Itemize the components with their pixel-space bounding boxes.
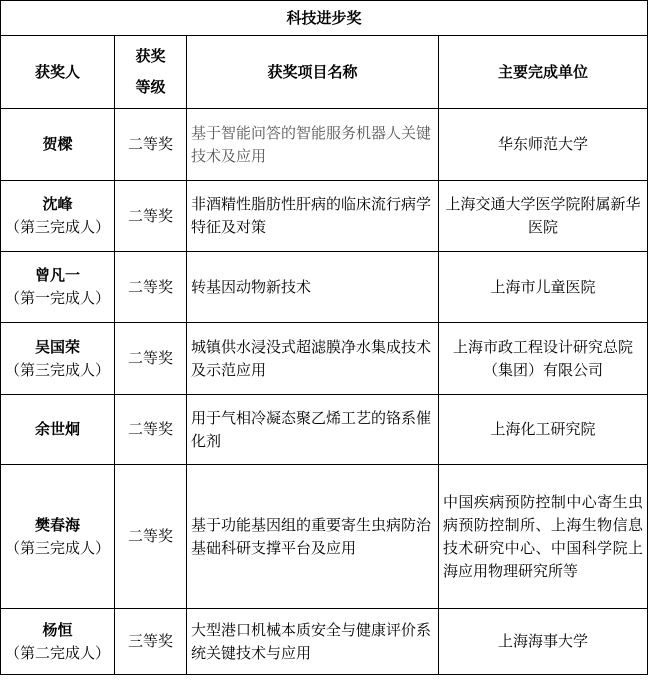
unit-cell: 上海市儿童医院	[439, 252, 648, 323]
level-cell: 二等奖	[115, 465, 187, 609]
header-project: 获奖项目名称	[187, 36, 439, 109]
winner-role: （第二完成人）	[5, 643, 111, 662]
project-cell: 城镇供水浸没式超滤膜净水集成技术及示范应用	[187, 323, 439, 395]
table-row	[1, 609, 648, 675]
table-row	[1, 465, 648, 609]
winner-cell	[1, 181, 115, 252]
project-cell: 转基因动物新技术	[187, 252, 439, 323]
table-row	[1, 395, 648, 465]
level-cell: 二等奖	[115, 395, 187, 465]
winner-role: （第三完成人）	[5, 360, 111, 379]
winner-name: 樊春海	[34, 515, 80, 534]
header-level: 获奖等级	[115, 36, 187, 109]
winner-name: 沈峰	[42, 195, 73, 213]
table-row	[1, 323, 648, 395]
winner-name: 杨恒	[42, 620, 73, 639]
winner-cell	[1, 109, 115, 181]
winner-role: （第三完成人）	[5, 218, 111, 236]
header-unit: 主要完成单位	[439, 36, 648, 109]
project-cell: 非酒精性脂肪性肝病的临床流行病学特征及对策	[187, 181, 439, 252]
winner-cell	[1, 609, 115, 675]
winner-role: （第三完成人）	[5, 538, 111, 557]
unit-cell: 上海海事大学	[439, 609, 648, 675]
winner-cell	[1, 465, 115, 609]
title-row	[1, 1, 648, 36]
winner-cell	[1, 252, 115, 323]
winner-name: 曾凡一	[34, 266, 80, 284]
winner-name: 吴国荣	[34, 337, 80, 356]
table-row	[1, 181, 648, 252]
level-cell: 二等奖	[115, 252, 187, 323]
unit-cell: 上海化工研究院	[439, 395, 648, 465]
unit-cell: 上海交通大学医学院附属新华医院	[439, 181, 648, 252]
winner-name: 余世炯	[34, 420, 80, 438]
winner-name: 贺樑	[42, 135, 73, 153]
table-row	[1, 109, 648, 181]
level-cell: 二等奖	[115, 181, 187, 252]
header-winner: 获奖人	[1, 36, 115, 109]
level-cell: 二等奖	[115, 109, 187, 181]
winner-cell	[1, 395, 115, 465]
table-row	[1, 252, 648, 323]
winner-role: （第一完成人）	[5, 289, 111, 307]
winner-cell	[1, 323, 115, 395]
level-cell: 三等奖	[115, 609, 187, 675]
header-row	[1, 36, 648, 109]
table-title: 科技进步奖	[1, 1, 648, 36]
unit-cell: 上海市政工程设计研究总院（集团）有限公司	[439, 323, 648, 395]
unit-cell: 中国疾病预防控制中心寄生虫病预防控制所、上海生物信息技术研究中心、中国科学院上海应用物理研究所等	[439, 465, 648, 609]
project-cell: 基于功能基因组的重要寄生虫病防治基础科研支撑平台及应用	[187, 465, 439, 609]
project-cell: 用于气相冷凝态聚乙烯工艺的铬系催化剂	[187, 395, 439, 465]
project-cell: 基于智能问答的智能服务机器人关键技术及应用	[187, 109, 439, 181]
unit-cell: 华东师范大学	[439, 109, 648, 181]
project-cell: 大型港口机械本质安全与健康评价系统关键技术与应用	[187, 609, 439, 675]
level-cell: 二等奖	[115, 323, 187, 395]
